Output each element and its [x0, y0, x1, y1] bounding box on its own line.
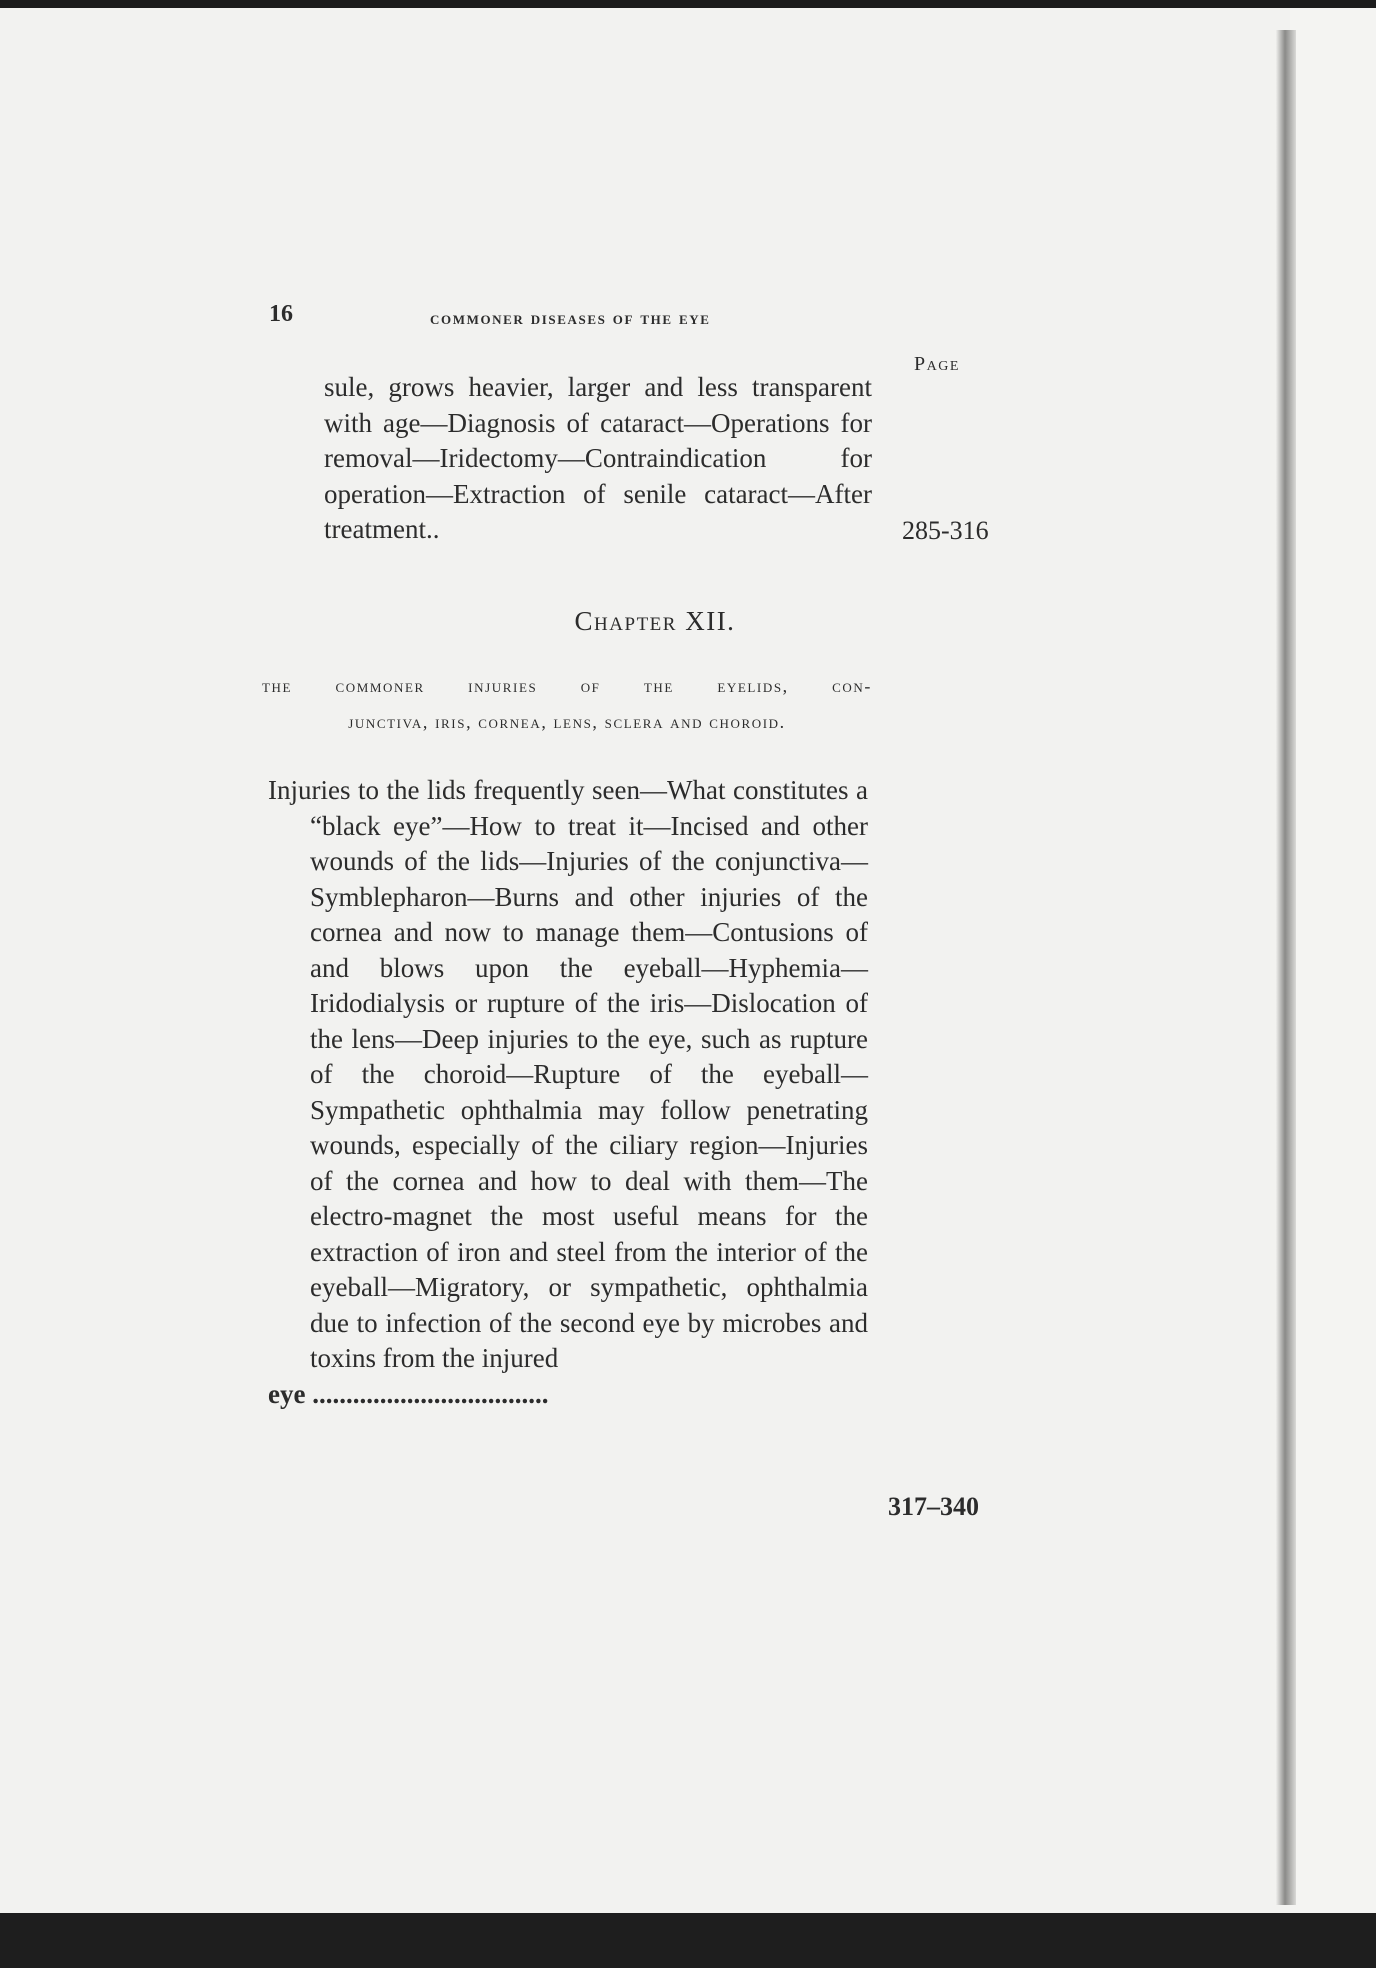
contents-entry-cataract	[324, 370, 872, 548]
entry-text: sule, grows heavier, larger and less transparent with age—Diagnosis of cataract—Operations for removal—Iridectomy—Contraindication for operation—Extraction of senile cataract—After treatment..	[324, 372, 872, 544]
adjacent-page-edge	[1290, 8, 1376, 1913]
page-number: 16	[269, 301, 293, 327]
chapter-heading: Chapter XII.	[574, 606, 736, 636]
entry-text: Injuries to the lids frequently seen—What constitutes a “black eye”—How to treat it—Incised and other wounds of the lids—Injuries of the conjunctiva—Symblepharon—Burns and other injuries of the cornea and now to manage them—Contusions of and blows upon the eyeball—Hyphemia—Iridodialysis or rupture of the iris—Dislocation of the lens—Deep injuries to the eye, such as rupture of the choroid—Rupture of the eyeball—Sympathetic ophthalmia may follow penetrating wounds, especially of the ciliary region—Injuries of the cornea and how to deal with them—The electro-magnet the most useful means for the extraction of iron and steel from the interior of the eyeball—Migratory, or sympathetic, ophthalmia due to infection of the second eye by microbes and toxins from the injured	[268, 775, 868, 1373]
contents-entry-injuries	[268, 773, 868, 1412]
scan-bottom-border	[0, 1913, 1376, 1968]
chapter-subtitle	[262, 668, 872, 740]
page-column-heading: Page	[914, 353, 960, 375]
chapter-subtitle-line-1: the commoner injuries of the eyelids, con-	[262, 676, 872, 696]
entry-last-line: eye ...................................	[268, 1378, 549, 1409]
chapter-subtitle-line-2: junctiva, iris, cornea, lens, sclera and choroid.	[348, 712, 786, 732]
page-gutter-shadow	[1276, 30, 1296, 1905]
entry-page-range: 317–340	[888, 1492, 979, 1521]
running-title: commoner diseases of the eye	[430, 308, 711, 329]
scan-top-border	[0, 0, 1376, 8]
entry-page-range: 285-316	[902, 516, 989, 545]
